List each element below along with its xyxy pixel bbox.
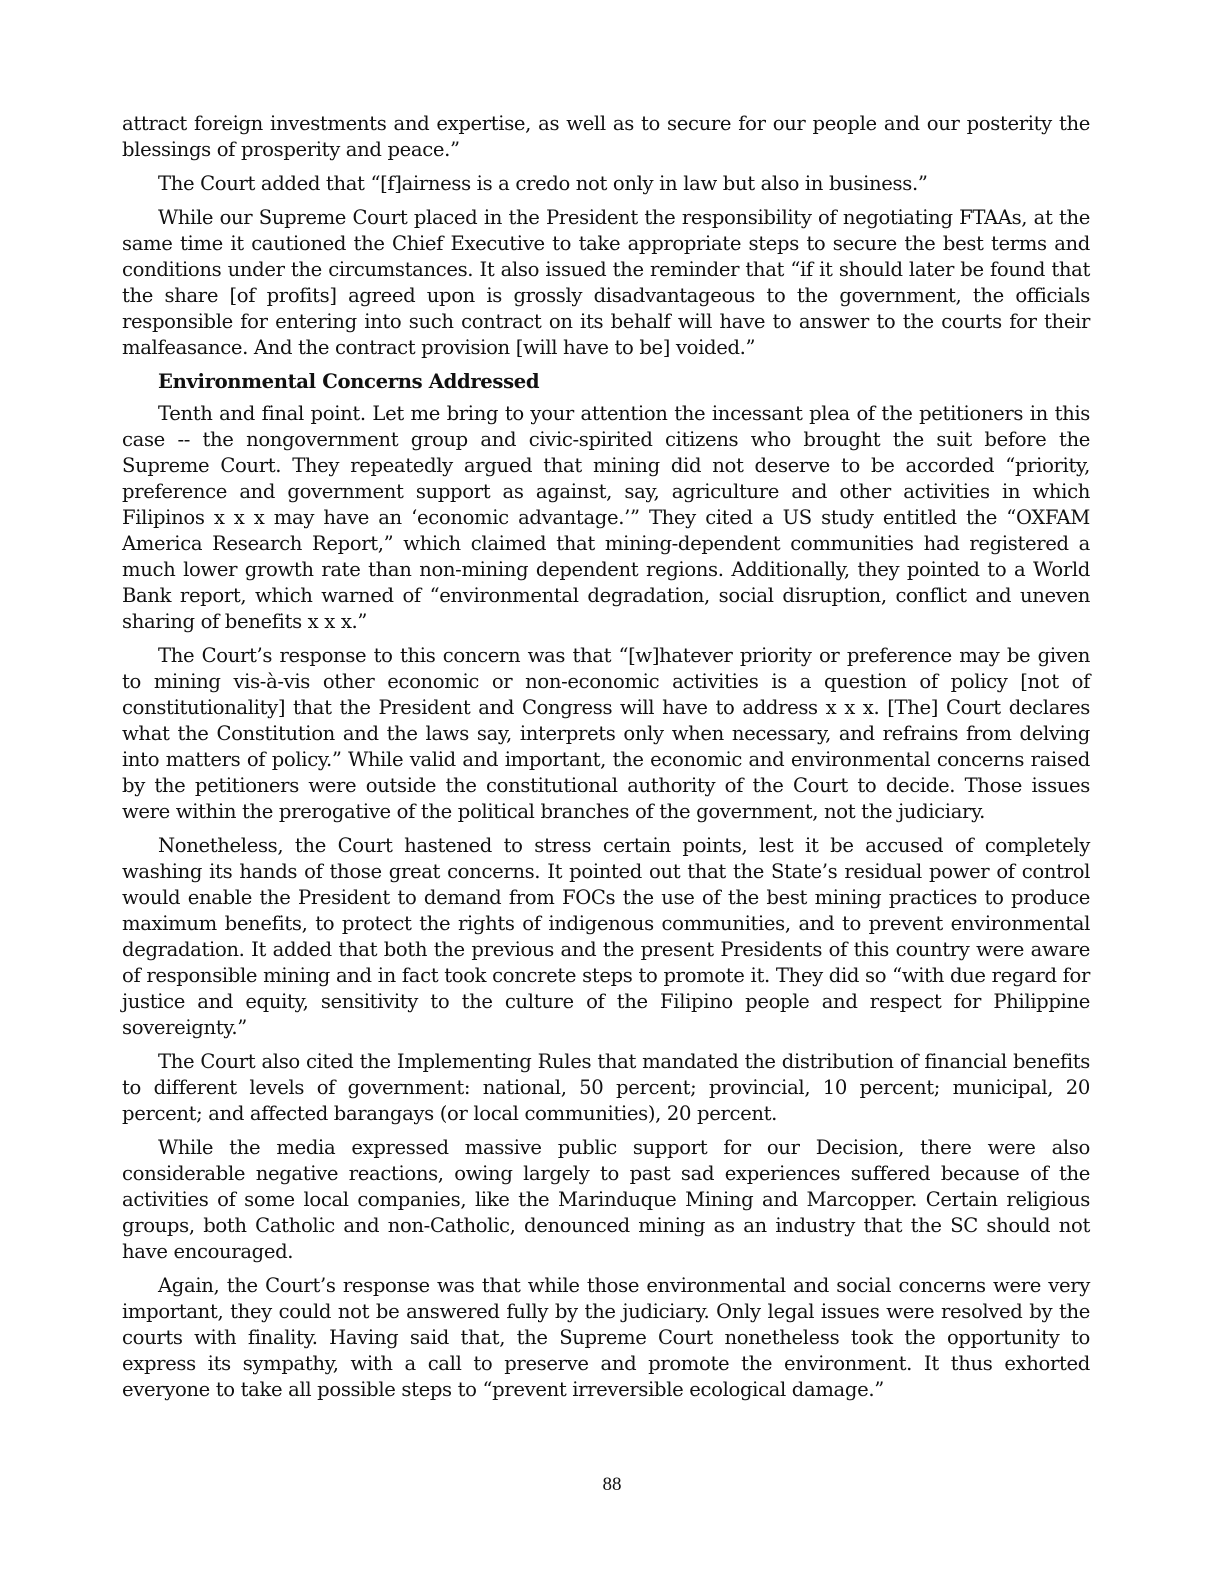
section-heading: Environmental Concerns Addressed [158, 370, 540, 393]
paragraph-ftaa-responsibility: While our Supreme Court placed in the President the responsibility of negotiating FTAAs, at the same time it cautioned the Chief Executive to take appropriate steps to secure the best terms and conditions under the circumstances. It also issued the reminder that “if it should later be found that the share [of profits] agreed upon is grossly disadvantageous to the government, the officials responsible for entering into such contract on its behalf will have to answer to the courts for their malfeasance. And the contract provision [will have to be] voided.” [122, 206, 1090, 359]
paragraph-nonetheless: Nonetheless, the Court hastened to stress certain points, lest it be accused of completely washing its hands of those great concerns. It pointed out that the State’s residual power of control would enable the President to demand from FOCs the use of the best mining practices to produce maximum benefits, to protect the rights of indigenous communities, and to prevent environmental degradation. It added that both the previous and the present Presidents of this country were aware of responsible mining and in fact took concrete steps to promote it. They did so “with due regard for justice and equity, sensitivity to the culture of the Filipino people and respect for Philippine sovereignty.” [122, 834, 1090, 1039]
paragraph-tenth-point: Tenth and final point. Let me bring to your attention the incessant plea of the petitioners in this case -- the nongovernment group and civic-spirited citizens who brought the suit before the Supreme Court. They repeatedly argued that mining did not deserve to be accorded “priority, preference and government support as against, say, agriculture and other activities in which Filipinos x x x may have an ‘economic advantage.’” They cited a US study entitled the “OXFAM America Research Report,” which claimed that mining-dependent communities had registered a much lower growth rate than non-mining dependent regions. Additionally, they pointed to a World Bank report, which warned of “environmental degradation, social disruption, conflict and uneven sharing of benefits x x x.” [122, 402, 1090, 633]
paragraph-fairness-credo: The Court added that “[f]airness is a credo not only in law but also in business.” [158, 172, 928, 195]
paragraph-media-reactions: While the media expressed massive public support for our Decision, there were also considerable negative reactions, owing largely to past sad experiences suffered because of the activities of some local companies, like the Marinduque Mining and Marcopper. Certain religious groups, both Catholic and non-Catholic, denounced mining as an industry that the SC should not have encouraged. [122, 1136, 1090, 1263]
page-number: 88 [602, 1474, 622, 1495]
paragraph-again-response: Again, the Court’s response was that while those environmental and social concerns were very important, they could not be answered fully by the judiciary. Only legal issues were resolved by the courts with finality. Having said that, the Supreme Court nonetheless took the opportunity to express its sympathy, with a call to preserve and promote the environment. It thus exhorted everyone to take all possible steps to “prevent irreversible ecological damage.” [122, 1274, 1090, 1401]
paragraph-court-response: The Court’s response to this concern was that “[w]hatever priority or preference may be given to mining vis-à-vis other economic or non-economic activities is a question of policy [not of constitutionality] that the President and Congress will have to address x x x. [The] Court declares what the Constitution and the laws say, interprets only when necessary, and refrains from delving into matters of policy.” While valid and important, the economic and environmental concerns raised by the petitioners were outside the constitutional authority of the Court to decide. Those issues were within the prerogative of the political branches of the government, not the judiciary. [122, 644, 1090, 823]
paragraph-implementing-rules: The Court also cited the Implementing Rules that mandated the distribution of financial benefits to different levels of government: national, 50 percent; provincial, 10 percent; municipal, 20 percent; and affected barangays (or local communities), 20 percent. [122, 1050, 1090, 1125]
page-body [122, 111, 1090, 1411]
paragraph-continued: attract foreign investments and expertise, as well as to secure for our people and our posterity the blessings of prosperity and peace.” [122, 112, 1090, 161]
